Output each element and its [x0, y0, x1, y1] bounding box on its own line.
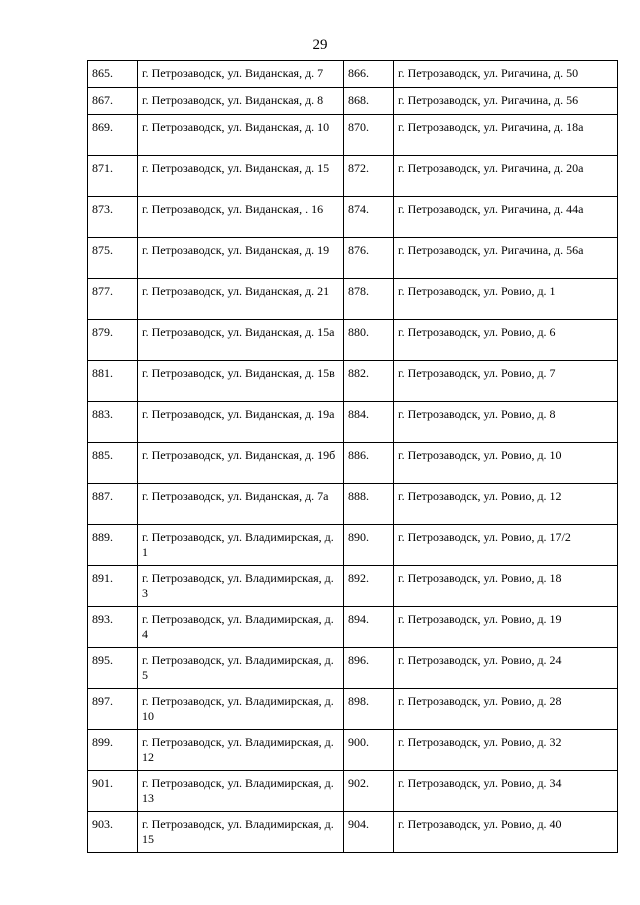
table-row [88, 566, 618, 607]
row-number-right: 904. [344, 812, 394, 853]
table-row [88, 156, 618, 197]
address-left: г. Петрозаводск, ул. Владимирская, д. 15 [138, 812, 344, 853]
row-number-right: 886. [344, 443, 394, 484]
address-right: г. Петрозаводск, ул. Ригачина, д. 56 [394, 88, 618, 115]
table-row [88, 443, 618, 484]
row-number-left: 873. [88, 197, 138, 238]
table-row [88, 771, 618, 812]
table-row [88, 115, 618, 156]
table-row [88, 88, 618, 115]
row-number-left: 885. [88, 443, 138, 484]
table-row [88, 197, 618, 238]
address-left: г. Петрозаводск, ул. Виданская, д. 15в [138, 361, 344, 402]
address-right: г. Петрозаводск, ул. Ровио, д. 18 [394, 566, 618, 607]
address-right: г. Петрозаводск, ул. Ровио, д. 17/2 [394, 525, 618, 566]
row-number-right: 884. [344, 402, 394, 443]
row-number-right: 874. [344, 197, 394, 238]
row-number-right: 870. [344, 115, 394, 156]
table-row [88, 648, 618, 689]
address-right: г. Петрозаводск, ул. Ровио, д. 12 [394, 484, 618, 525]
address-left: г. Петрозаводск, ул. Владимирская, д. 12 [138, 730, 344, 771]
table-row [88, 607, 618, 648]
row-number-right: 880. [344, 320, 394, 361]
address-left: г. Петрозаводск, ул. Виданская, д. 10 [138, 115, 344, 156]
table-row [88, 484, 618, 525]
table-row [88, 689, 618, 730]
address-left: г. Петрозаводск, ул. Виданская, д. 19б [138, 443, 344, 484]
address-right: г. Петрозаводск, ул. Ровио, д. 10 [394, 443, 618, 484]
address-right: г. Петрозаводск, ул. Ровио, д. 7 [394, 361, 618, 402]
row-number-right: 890. [344, 525, 394, 566]
address-right: г. Петрозаводск, ул. Ригачина, д. 20а [394, 156, 618, 197]
address-right: г. Петрозаводск, ул. Ровио, д. 40 [394, 812, 618, 853]
row-number-left: 879. [88, 320, 138, 361]
page-number: 29 [312, 37, 328, 53]
table-row [88, 61, 618, 88]
address-right: г. Петрозаводск, ул. Ригачина, д. 50 [394, 61, 618, 88]
address-left: г. Петрозаводск, ул. Виданская, д. 7а [138, 484, 344, 525]
address-right: г. Петрозаводск, ул. Ригачина, д. 18а [394, 115, 618, 156]
row-number-right: 888. [344, 484, 394, 525]
row-number-right: 896. [344, 648, 394, 689]
row-number-right: 902. [344, 771, 394, 812]
row-number-left: 903. [88, 812, 138, 853]
table-row [88, 812, 618, 853]
address-right: г. Петрозаводск, ул. Ровио, д. 1 [394, 279, 618, 320]
table-row [88, 525, 618, 566]
row-number-right: 872. [344, 156, 394, 197]
address-right: г. Петрозаводск, ул. Ригачина, д. 44а [394, 197, 618, 238]
address-left: г. Петрозаводск, ул. Владимирская, д. 13 [138, 771, 344, 812]
row-number-left: 877. [88, 279, 138, 320]
row-number-left: 867. [88, 88, 138, 115]
address-left: г. Петрозаводск, ул. Виданская, д. 8 [138, 88, 344, 115]
row-number-right: 882. [344, 361, 394, 402]
table-row [88, 361, 618, 402]
table-row [88, 238, 618, 279]
row-number-left: 869. [88, 115, 138, 156]
row-number-right: 878. [344, 279, 394, 320]
address-right: г. Петрозаводск, ул. Ровио, д. 32 [394, 730, 618, 771]
address-left: г. Петрозаводск, ул. Владимирская, д. 1 [138, 525, 344, 566]
address-left: г. Петрозаводск, ул. Владимирская, д. 10 [138, 689, 344, 730]
row-number-right: 868. [344, 88, 394, 115]
address-left: г. Петрозаводск, ул. Виданская, . 16 [138, 197, 344, 238]
address-left: г. Петрозаводск, ул. Виданская, д. 21 [138, 279, 344, 320]
table-row [88, 730, 618, 771]
address-left: г. Петрозаводск, ул. Виданская, д. 19 [138, 238, 344, 279]
address-left: г. Петрозаводск, ул. Виданская, д. 19а [138, 402, 344, 443]
row-number-right: 892. [344, 566, 394, 607]
address-right: г. Петрозаводск, ул. Ровио, д. 28 [394, 689, 618, 730]
address-table [87, 60, 618, 853]
row-number-right: 876. [344, 238, 394, 279]
address-left: г. Петрозаводск, ул. Владимирская, д. 3 [138, 566, 344, 607]
row-number-left: 889. [88, 525, 138, 566]
address-right: г. Петрозаводск, ул. Ровио, д. 24 [394, 648, 618, 689]
address-right: г. Петрозаводск, ул. Ровио, д. 8 [394, 402, 618, 443]
address-left: г. Петрозаводск, ул. Виданская, д. 15 [138, 156, 344, 197]
address-right: г. Петрозаводск, ул. Ригачина, д. 56а [394, 238, 618, 279]
row-number-left: 865. [88, 61, 138, 88]
row-number-left: 887. [88, 484, 138, 525]
row-number-left: 899. [88, 730, 138, 771]
row-number-left: 883. [88, 402, 138, 443]
row-number-left: 871. [88, 156, 138, 197]
address-left: г. Петрозаводск, ул. Владимирская, д. 5 [138, 648, 344, 689]
address-right: г. Петрозаводск, ул. Ровио, д. 34 [394, 771, 618, 812]
row-number-left: 893. [88, 607, 138, 648]
row-number-right: 900. [344, 730, 394, 771]
row-number-left: 875. [88, 238, 138, 279]
address-left: г. Петрозаводск, ул. Виданская, д. 7 [138, 61, 344, 88]
row-number-left: 881. [88, 361, 138, 402]
address-left: г. Петрозаводск, ул. Виданская, д. 15а [138, 320, 344, 361]
row-number-left: 897. [88, 689, 138, 730]
table-row [88, 402, 618, 443]
address-left: г. Петрозаводск, ул. Владимирская, д. 4 [138, 607, 344, 648]
row-number-right: 898. [344, 689, 394, 730]
row-number-left: 901. [88, 771, 138, 812]
row-number-right: 894. [344, 607, 394, 648]
row-number-left: 891. [88, 566, 138, 607]
address-right: г. Петрозаводск, ул. Ровио, д. 19 [394, 607, 618, 648]
row-number-left: 895. [88, 648, 138, 689]
table-row [88, 320, 618, 361]
row-number-right: 866. [344, 61, 394, 88]
table-row [88, 279, 618, 320]
address-right: г. Петрозаводск, ул. Ровио, д. 6 [394, 320, 618, 361]
